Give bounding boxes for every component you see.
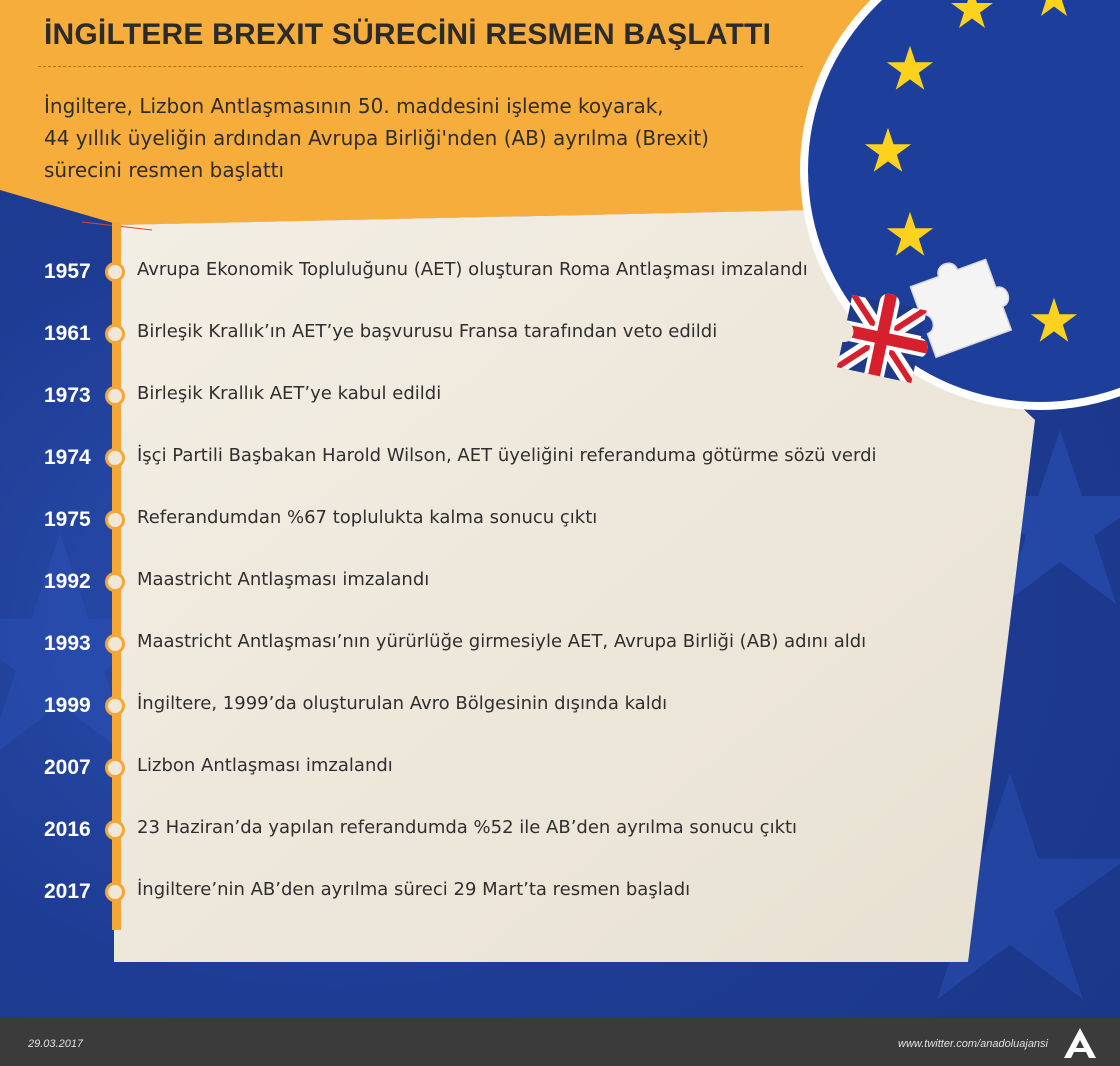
timeline-dot-icon xyxy=(105,882,125,902)
anadolu-agency-logo-icon xyxy=(1062,1026,1098,1060)
timeline-dot-icon xyxy=(105,510,125,530)
event-year: 1957 xyxy=(44,260,91,283)
event-year: 1961 xyxy=(44,322,91,345)
timeline-event xyxy=(0,500,900,540)
event-year: 1975 xyxy=(44,508,91,531)
event-text: İşçi Partili Başbakan Harold Wilson, AET üyeliğini referanduma götürme sözü verdi xyxy=(137,445,877,466)
timeline-dot-icon xyxy=(105,634,125,654)
event-text: Birleşik Krallık’ın AET’ye başvurusu Fransa tarafından veto edildi xyxy=(137,321,718,342)
subtitle-line: İngiltere, Lizbon Antlaşmasının 50. maddesini işleme koyarak, xyxy=(44,94,664,118)
event-text: İngiltere, 1999’da oluşturulan Avro Bölgesinin dışında kaldı xyxy=(137,693,668,714)
timeline-dot-icon xyxy=(105,820,125,840)
timeline-dot-icon xyxy=(105,262,125,282)
event-year: 2007 xyxy=(44,756,91,779)
twitter-link[interactable]: www.twitter.com/anadoluajansi xyxy=(898,1038,1048,1050)
timeline-event xyxy=(0,810,900,850)
timeline-event xyxy=(0,748,900,788)
timeline-dot-icon xyxy=(105,572,125,592)
timeline-event xyxy=(0,624,900,664)
event-text: Avrupa Ekonomik Topluluğunu (AET) oluşturan Roma Antlaşması imzalandı xyxy=(137,259,808,280)
timeline-event xyxy=(0,872,900,912)
page-title: İNGİLTERE BREXIT SÜRECİNİ RESMEN BAŞLATTI xyxy=(44,18,772,51)
timeline-dot-icon xyxy=(105,448,125,468)
timeline-dot-icon xyxy=(105,324,125,344)
title-divider xyxy=(38,66,803,67)
timeline-event xyxy=(0,562,900,602)
event-year: 1992 xyxy=(44,570,91,593)
event-text: Lizbon Antlaşması imzalandı xyxy=(137,755,393,776)
timeline-event xyxy=(0,314,900,354)
page-subtitle xyxy=(44,90,774,186)
event-year: 1999 xyxy=(44,694,91,717)
subtitle-line: sürecini resmen başlattı xyxy=(44,158,285,182)
event-text: Maastricht Antlaşması imzalandı xyxy=(137,569,430,590)
event-year: 1974 xyxy=(44,446,91,469)
subtitle-line: 44 yıllık üyeliğin ardından Avrupa Birliği'nden (AB) ayrılma (Brexit) xyxy=(44,126,709,150)
timeline-dot-icon xyxy=(105,386,125,406)
eu-flag-circle xyxy=(0,0,1120,420)
event-year: 2016 xyxy=(44,818,91,841)
event-text: Maastricht Antlaşması’nın yürürlüğe girmesiyle AET, Avrupa Birliği (AB) adını aldı xyxy=(137,631,867,652)
event-year: 1973 xyxy=(44,384,91,407)
event-text: İngiltere’nin AB’den ayrılma süreci 29 Mart’ta resmen başladı xyxy=(137,879,691,900)
footer-date: 29.03.2017 xyxy=(28,1038,84,1050)
footer-bar xyxy=(0,1018,1120,1066)
timeline-dot-icon xyxy=(105,758,125,778)
event-year: 1993 xyxy=(44,632,91,655)
timeline-event xyxy=(0,252,900,292)
timeline-event xyxy=(0,686,900,726)
event-text: 23 Haziran’da yapılan referandumda %52 ile AB’den ayrılma sonucu çıktı xyxy=(137,817,798,838)
timeline-dot-icon xyxy=(105,696,125,716)
timeline-event xyxy=(0,438,900,478)
timeline-event xyxy=(0,376,900,416)
event-year: 2017 xyxy=(44,880,91,903)
event-text: Referandumdan %67 toplulukta kalma sonucu çıktı xyxy=(137,507,598,528)
event-text: Birleşik Krallık AET’ye kabul edildi xyxy=(137,383,442,404)
